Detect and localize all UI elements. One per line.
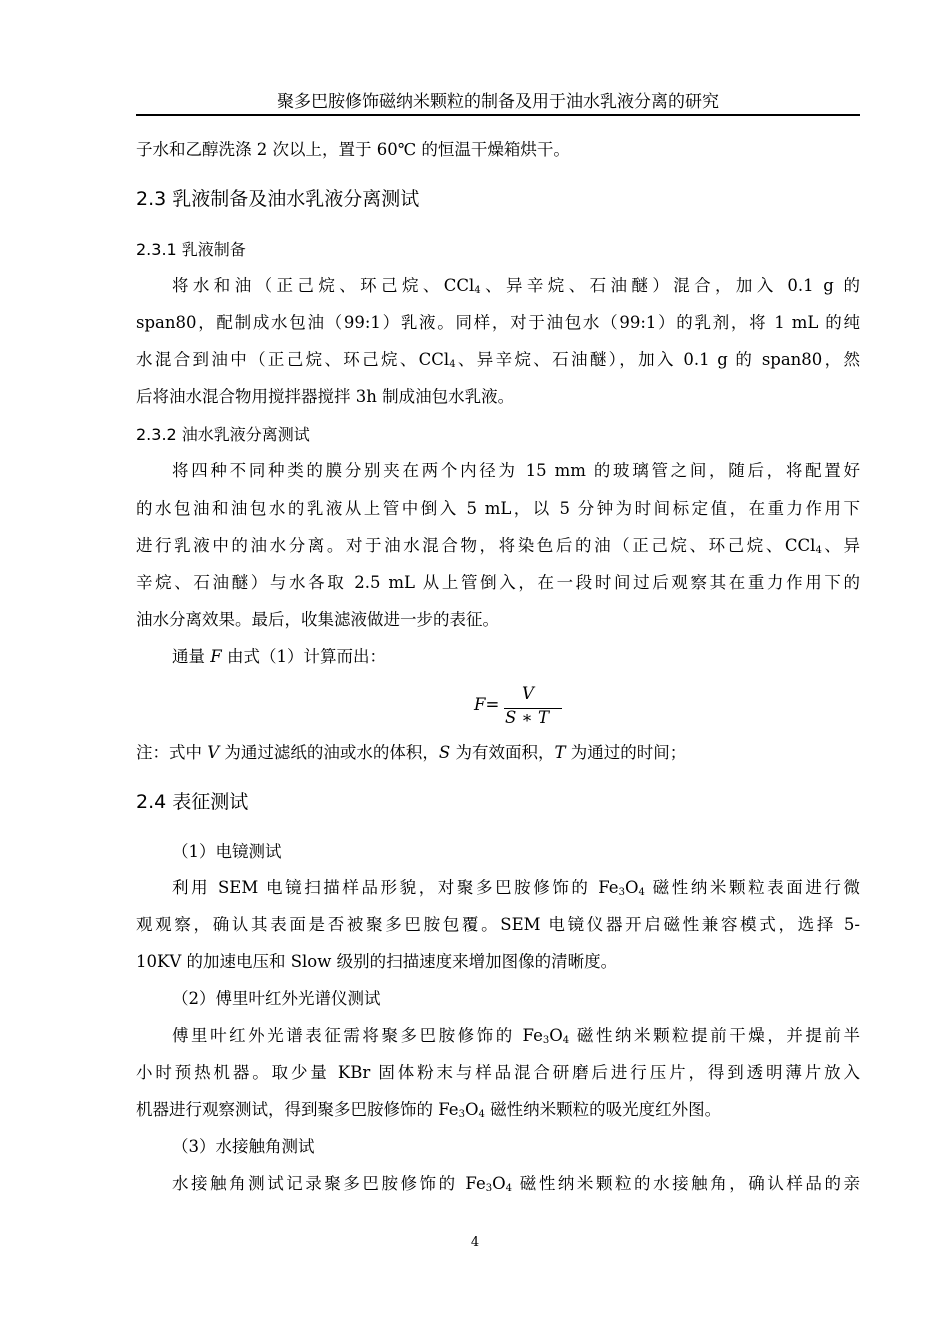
subsection-heading-2-3-2: 2.3.2 油水乳液分离测试 <box>136 425 310 444</box>
paragraph-line: 10KV 的加速电压和 Slow 级别的扫描速度来增加图像的清晰度。 <box>136 952 618 971</box>
section-heading-2-3: 2.3 乳液制备及油水乳液分离测试 <box>136 188 420 210</box>
paragraph-line: span80，配制成水包油（99:1）乳液。同样，对于油包水（99:1）的乳剂，将 1 mL 的纯 <box>136 313 860 332</box>
paragraph-line: 傅里叶红外光谱表征需将聚多巴胺修饰的 $Fe_3O_4$ 磁性纳米颗粒提前干燥，并提前半 <box>172 1026 860 1046</box>
paragraph-line: 观观察，确认其表面是否被聚多巴胺包覆。SEM 电镜仪器开启磁性兼容模式，选择 5- <box>136 915 860 934</box>
paragraph-line: 水接触角测试记录聚多巴胺修饰的 $Fe_3O_4$ 磁性纳米颗粒的水接触角，确认样品的亲 <box>172 1174 860 1194</box>
formula-note: 注：式中 V 为通过滤纸的油或水的体积，S 为有效面积，T 为通过的时间； <box>136 743 687 762</box>
paragraph-line: 通量 F 由式（1）计算而出： <box>172 647 386 666</box>
list-item-heading: （2）傅里叶红外光谱仪测试 <box>172 989 381 1008</box>
paragraph-line: 水混合到油中（正己烷、环己烷、CCl$_4$、异辛烷、石油醚），加入 0.1 g 的 span80，然 <box>136 350 860 370</box>
flux-formula <box>474 684 564 730</box>
paragraph-line: 小时预热机器。取少量 KBr 固体粉末与样品混合研磨后进行压片，得到透明薄片放入 <box>136 1063 860 1082</box>
section-heading-2-4: 2.4 表征测试 <box>136 791 249 813</box>
formula-lhs: F= <box>474 695 500 714</box>
formula-numerator: V <box>522 684 534 703</box>
subsection-heading-2-3-1: 2.3.1 乳液制备 <box>136 240 246 259</box>
paragraph-line: 辛烷、石油醚）与水各取 2.5 mL 从上管倒入，在一段时间过后观察其在重力作用下的 <box>136 573 860 592</box>
paragraph-line: 机器进行观察测试，得到聚多巴胺修饰的 $Fe_3O_4$ 磁性纳米颗粒的吸光度红外图。 <box>136 1100 722 1120</box>
page-number: 4 <box>470 1235 480 1250</box>
paragraph-line: 利用 SEM 电镜扫描样品形貌，对聚多巴胺修饰的 $Fe_3O_4$ 磁性纳米颗粒表面进行微 <box>172 878 860 898</box>
formula-denominator: S ∗ T <box>505 708 550 727</box>
paragraph-line: 将四种不同种类的膜分别夹在两个内径为 15 mm 的玻璃管之间，随后，将配置好 <box>172 461 860 480</box>
list-item-heading: （3）水接触角测试 <box>172 1137 315 1156</box>
paragraph-line: 进行乳液中的油水分离。对于油水混合物，将染色后的油（正己烷、环己烷、CCl$_4$、异 <box>136 536 860 556</box>
header-rule <box>136 114 860 116</box>
paragraph-line: 后将油水混合物用搅拌器搅拌 3h 制成油包水乳液。 <box>136 387 515 406</box>
paragraph-line: 的水包油和油包水的乳液从上管中倒入 5 mL，以 5 分钟为时间标定值，在重力作用下 <box>136 499 860 518</box>
running-header: 聚多巴胺修饰磁纳米颗粒的制备及用于油水乳液分离的研究 <box>277 92 719 112</box>
list-item-heading: （1）电镜测试 <box>172 842 282 861</box>
body-line: 子水和乙醇洗涤 2 次以上，置于 60℃ 的恒温干燥箱烘干。 <box>136 140 570 159</box>
paragraph-line: 将水和油（正己烷、环己烷、CCl$_4$、异辛烷、石油醚）混合，加入 0.1 g 的 <box>172 276 860 296</box>
paragraph-line: 油水分离效果。最后，收集滤液做进一步的表征。 <box>136 610 499 629</box>
